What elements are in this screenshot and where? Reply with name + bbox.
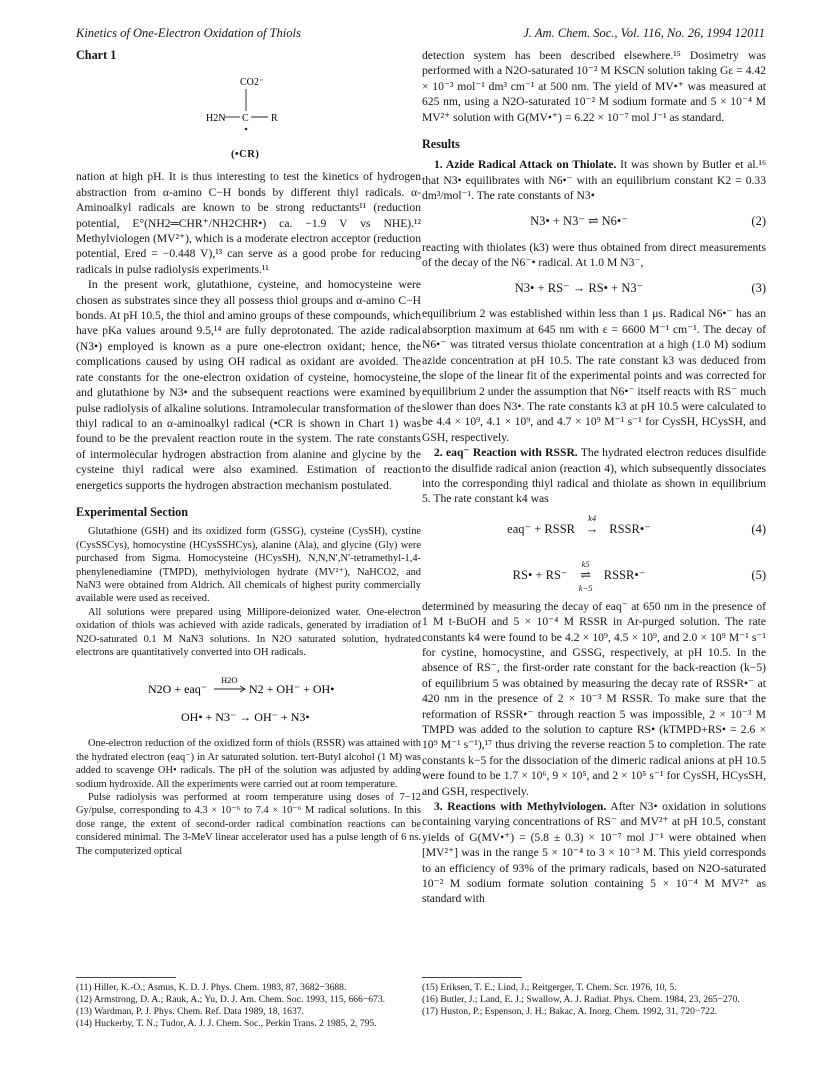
footnote-rule-right — [422, 977, 522, 978]
paragraph-after-eq5: determined by measuring the decay of eaq⁻ at 650 nm in the presence of 1 M t-BuOH and 5 × 10⁻⁴ M RSSR in Ar-purged solution. The rate constants k4 were found to be 4.2 × 10⁹, 4.5 × 10⁹, and 2.0 × 10⁹ M⁻¹ s⁻¹ for cystine, homocystine, and GSSG, respectively, at pH 10.5. In the absence of RS⁻, the first-order rate constant for the back-reaction (k−5) of equilibrium 5 was obtained by measuring the decay rate of RSSR•⁻ at 420 nm in the presence of 2 × 10⁻³ M RSSR. To make sure that the reformation of RSSR•⁻ through reaction 5 was impossible, 2 × 10⁻³ M TMPD was added to the solution to capture RS• (kTMPD+RS• = 2.6 × 10⁹ M⁻¹ s⁻¹),¹⁷ thus driving the reverse reaction 5 to completion. The rate constants k−5 for the dissociation of the dimeric radical anions at pH 10.5 were found to be 1.7 × 10⁶, 9 × 10⁵, and 2 × 10⁵ s⁻¹ for CysSH, HCysSH, and GSH, respectively. — [422, 599, 766, 798]
experimental-heading: Experimental Section — [76, 504, 189, 519]
scheme-line2: OH• + N3⁻ → OH⁻ + N3• — [181, 710, 310, 725]
structure-center-atom: C — [242, 113, 249, 125]
radiolysis-scheme — [76, 659, 421, 737]
equation-3-expression: N3• + RS⁻ → RS• + N3⁻ — [514, 280, 644, 295]
experimental-paragraph-3: One-electron reduction of the oxidized form of thiols (RSSR) was attained with the hydrated electron (eaq⁻) in Ar saturated solution. tert-Butyl alcohol (1 M) was added to scavenge OH• radicals. The pH of the solution was adjusted by adding sodium hydroxide. All the experiments were carried out at room temperature. — [76, 738, 421, 790]
subsection-1-text: It was shown by Butler et al.¹⁶ that N3• equilibrates with N6•⁻ with an equilibrium constant K2 = 0.33 dm³/mol⁻¹. The rate constants of N3• — [422, 158, 767, 203]
scheme-drawing — [76, 659, 421, 737]
scheme-line1-right: N2 + OH⁻ + OH• — [249, 682, 335, 697]
equation-5 — [422, 553, 766, 599]
intro-paragraph-2: In the present work, glutathione, cysteine, and homocysteine were chosen as substrates since they all possess thiol groups and α-amino C−H bonds. At pH 10.5, the thiol and amino groups of these compounds, which have pKa values around 9.5,¹⁴ are fully deprotonated. The azide radical (N3•) employed is known as a pure one-electron oxidant; hence, the complications caused by using OH radical as oxidant are avoided. The rate constants for the one-electron oxidation of cysteine, homocysteine, and glutathione by N3• and the subsequent reactions were examined by pulse radiolysis of alkaline solutions. Intramolecular transformation of the thiyl radical to an α-aminoalkyl radical (•CR is shown in Chart 1) was found to be the prevalent reaction route in the system. The rate constants of intermolecular hydrogen abstraction from alanine and glycine by the cysteine thiyl radical were also examined. Estimation of reaction energetics supports the hydrogen abstraction mechanism postulated. — [76, 278, 421, 492]
equation-3 — [422, 270, 766, 306]
results-subsection-2 — [422, 445, 766, 507]
equation-4-arrow: k4 → — [578, 522, 606, 537]
chart1-structure — [76, 65, 421, 169]
radical-dot — [245, 128, 248, 131]
equation-4-right: RSSR•⁻ — [609, 522, 651, 537]
footnote-12: (12) Armstrong, D. A.; Rauk, A.; Yu, D. J. Am. Chem. Soc. 1993, 115, 666−673. — [76, 994, 386, 1005]
running-head-left: Kinetics of One-Electron Oxidation of Thiols — [76, 26, 301, 40]
footnote-17: (17) Huston, P.; Espenson, J. H.; Bakac, A. Inorg. Chem. 1992, 31, 720−722. — [422, 1006, 718, 1017]
paragraph-after-eq2: reacting with thiolates (k3) were thus obtained from direct measurements of the decay of the N6⁻• radical. At 1.0 M N3⁻, — [422, 240, 766, 270]
chart1-label: (•CR) — [231, 149, 260, 161]
footnote-16: (16) Butler, J.; Land, E. J.; Swallow, A. J. Radiat. Phys. Chem. 1984, 23, 265−270. — [422, 994, 740, 1005]
experimental-paragraph-4: Pulse radiolysis was performed at room temperature using doses of 7−12 Gy/pulse, corresponding to 4.3 × 10⁻⁶ to 7.4 × 10⁻⁶ M radical solutions. In this dose range, the extent of second-order radical combination reactions can be considered minimal. The 3-MeV linear accelerator used has a pulse length of 6 ns. The computerized optical — [76, 792, 421, 857]
equation-5-reverse-constant: k−5 — [578, 583, 593, 594]
footnotes-right — [422, 982, 766, 1018]
intro-paragraph-1: nation at high pH. It is thus interesting to test the kinetics of hydrogen abstraction from α-amino C−H bonds by different thiyl radicals. α-Aminoalkyl radicals are known to be strong reductants¹¹ (reduction potential, E°(NH2═CHR⁺/NH2CHR•) ca. −1.9 V vs NHE).¹² Methylviologen (MV²⁺), which is a moderate electron acceptor (reduction potential, Ered = −0.448 V),¹³ can serve as a good probe for reducing radicals in pulse radiolysis experiments.¹¹ — [76, 170, 421, 276]
footnote-rule-left — [76, 977, 176, 978]
equation-2 — [422, 204, 766, 240]
equation-2-number: (2) — [751, 213, 766, 228]
equation-4-rate-constant: k4 — [588, 513, 597, 524]
footnote-15: (15) Eriksen, T. E.; Lind, J.; Reitgerger, T. Chem. Scr. 1976, 10, 5. — [422, 982, 677, 993]
subsection-3-text: After N3• oxidation in solutions containing varying concentrations of RS⁻ and MV²⁺ at pH 10.5, constant yields of G(MV•⁺) = (5.8 ± 0.3) × 10⁻⁷ mol J⁻¹ were obtained when [MV²⁺] was in the range 5 × 10⁻⁴ to 3 × 10⁻³ M. This yield corresponds to an efficiency of 93% of the primary radicals, based on N2O-saturated 10⁻² M sodium formate solution containing 5 × 10⁻⁴ M MV²⁺ as standard with — [422, 800, 766, 906]
equation-5-right: RSSR•⁻ — [603, 568, 646, 583]
footnotes-left — [76, 982, 416, 1030]
equation-2-expression: N3• + N3⁻ ⇌ N6•⁻ — [530, 213, 628, 228]
equation-5-number: (5) — [751, 568, 766, 583]
footnote-14: (14) Huckerby, T. N.; Tudor, A. J. J. Chem. Soc., Perkin Trans. 2 1985, 2, 795. — [76, 1018, 377, 1029]
equation-5-expression — [422, 559, 736, 594]
equation-4-left: eaq⁻ + RSSR — [507, 522, 575, 537]
results-heading: Results — [422, 137, 460, 152]
scheme-line1-left: N2O + eaq⁻ — [148, 682, 208, 697]
structure-right-group: R — [271, 113, 278, 125]
equation-4-number: (4) — [751, 522, 766, 537]
subsection-2-text: The hydrated electron reduces disulfide to the disulfide radical anion (reaction 4), which subsequently dissociates into the corresponding thiyl radical and thiolate as shown in equilibrium 5. The rate constant k4 was — [422, 446, 766, 506]
structure-top-group: CO2⁻ — [240, 77, 265, 89]
chart-title: Chart 1 — [76, 48, 117, 62]
equation-5-arrow: k5 ⇌ k−5 — [571, 568, 601, 583]
results-subsection-3 — [422, 799, 766, 907]
experimental-text — [76, 525, 421, 858]
experimental-paragraph-1: Glutathione (GSH) and its oxidized form (GSSG), cysteine (CysSH), cystine (CysSSCys), homocystine (HCysSSHCys), alanine (Ala), and glycine (Gly) were purchased from Sigma. Homocysteine (HCysSH), N,N,N′,N′-tetramethyl-1,4-phenylenediamine (TMPD), methylviologen hydrate (MV²⁺), NaHCO2, and NaN3 were obtained from Aldrich. All chemicals of highest purity commercially available were used as received. — [76, 526, 421, 605]
subsection-2-title: 2. eaq⁻ Reaction with RSSR. — [434, 446, 578, 460]
structure-left-group: H2N — [206, 113, 226, 125]
results-subsection-1 — [422, 157, 766, 203]
subsection-1-title: 1. Azide Radical Attack on Thiolate. — [434, 158, 617, 172]
footnote-13: (13) Wardman, P. J. Phys. Chem. Ref. Data 1989, 18, 1637. — [76, 1006, 304, 1017]
scheme-arrow-label: H2O — [221, 675, 238, 686]
right-column — [422, 48, 766, 907]
running-head-right: J. Am. Chem. Soc., Vol. 116, No. 26, 1994 12011 — [523, 26, 765, 40]
footnote-11: (11) Hiller, K.-O.; Asmus, K. D. J. Phys. Chem. 1983, 87, 3682−3688. — [76, 982, 347, 993]
paragraph-after-eq3: equilibrium 2 was established within less than 1 μs. Radical N6•⁻ has an absorption maximum at 645 nm with ε = 6600 M⁻¹ cm⁻¹. The decay of N6•⁻ was titrated versus thiolate concentration at a high (1.0 M) sodium azide concentration at pH 10.5. The rate constant k3 was deduced from the slope of the linear fit of the experimental points and was corrected for equilibrium 2 under the assumption that N6•⁻ itself reacts with RS⁻ much slower than does N3•. The rate constants k3 at pH 10.5 were calculated to be 4.4 × 10⁹, 4.1 × 10⁹, and 4.7 × 10⁹ M⁻¹ s⁻¹ for CysSH, HCysSH, and GSH, respectively. — [422, 307, 766, 444]
right-paragraph-top: detection system has been described elsewhere.¹⁵ Dosimetry was performed with a N2O-saturated 10⁻² M KSCN solution taking Gε = 4.42 × 10⁻³ mol⁻¹ dm³ cm⁻¹ at 500 nm. The yield of MV•⁺ was measured at 625 nm, using a N2O-saturated 10⁻² M sodium formate and 5 × 10⁻⁴ M MV²⁺ solution with G(MV•⁺) = 6.22 × 10⁻⁷ mol J⁻¹ as standard. — [422, 49, 766, 124]
equation-3-number: (3) — [751, 280, 766, 295]
equation-5-left: RS• + RS⁻ — [512, 568, 568, 583]
experimental-paragraph-2: All solutions were prepared using Millipore-deionized water. One-electron oxidation of thiols was achieved with azide radicals, generated by irradiation of N2O-saturated 0.1 M NaN3 solutions. In N2O saturated solution, hydrated electrons are quantitatively converted into OH radicals. — [76, 606, 421, 658]
subsection-3-title: 3. Reactions with Methylviologen. — [434, 800, 607, 814]
equation-4-expression — [422, 513, 736, 537]
equation-4 — [422, 507, 766, 553]
left-column — [76, 48, 421, 858]
equation-5-forward-constant: k5 — [581, 559, 590, 570]
